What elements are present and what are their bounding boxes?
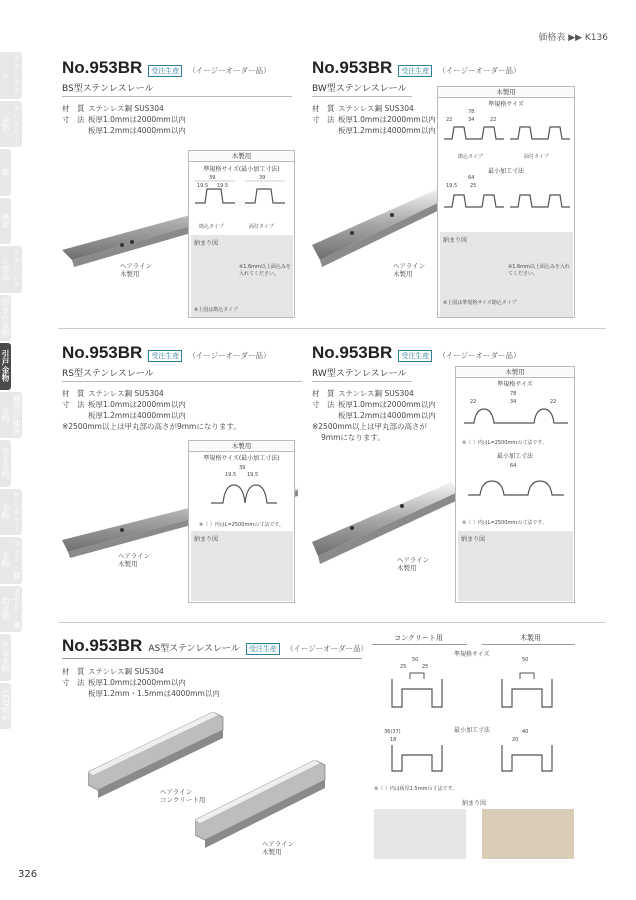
material-value: ステンレス鋼 SUS304 [88,389,164,398]
rail-label: ヘアライン 木製用 [120,262,153,278]
side-tab-shelf-bracket[interactable]: 棚受け補強金物 [0,392,22,439]
side-tab-handrail[interactable]: 手すり・補助金物 [0,586,22,633]
wood-column-head: 木製用 [520,634,541,642]
side-tab-lavatory[interactable]: ラバトリー金物 [0,101,22,148]
easy-order-note: （イージーオーダー品） [438,351,521,360]
diagram-title: 準規格サイズ(最小加工寸法) [203,166,280,173]
dim-39b: 39 [259,175,266,181]
side-tab-nav [0,52,22,731]
kaku-type-label: 勘込タイプ [458,154,483,160]
height-note: ※2500mm以上は甲丸部の高さが9mmになります。 [62,422,241,431]
dim-34: 34 [468,117,475,123]
product-number: No.953BR [312,58,393,77]
side-tab-door-system[interactable]: ドアシステム [0,52,22,99]
product-name: BS型ステンレスレール [62,81,292,97]
dim-195b: 19.5 [247,472,259,478]
product-number: No.953BR [62,343,143,362]
dim-18: 18 [390,737,397,743]
diagram-head: 木製用 [456,367,574,378]
product-name: BW型ステンレスレール [312,81,412,97]
rw-note: ※（ ）内はL=2500mmの寸法です。 [462,520,547,526]
dim-50: 50 [522,657,529,663]
dim-40: 40 [522,729,529,735]
material-label: 材 質 [312,104,335,113]
size-value: 板厚1.2mmは4000mm以内 [88,411,186,420]
diagram-box-rs [188,440,295,603]
product-as [62,636,372,699]
dim-20: 20 [512,737,519,743]
rail-label: ヘアライン 木製用 [393,262,426,278]
product-name: RW型ステンレスレール [312,366,412,382]
dim-39: 39 [209,175,216,181]
side-tab-door-handle[interactable]: ドアハンドル部品 [0,246,22,293]
menzuke-type-label: 面付タイプ [249,224,274,230]
product-name: RS型ステンレスレール [62,366,302,382]
dim-22: 22 [446,117,453,123]
material-label: 材 質 [312,389,335,398]
standard-size-label: 準規格サイズ [454,651,490,658]
as-note: ※（ ）内は板厚1.5mmの寸法です。 [374,786,458,792]
dim-25b: 25 [422,664,429,670]
material-value: ステンレス鋼 SUS304 [338,104,414,113]
as-min-profile-wood [492,733,562,783]
dim-25: 25 [400,664,407,670]
diagram-box-bw [437,86,575,318]
height-note: 9mmになります。 [321,433,385,442]
spec-list [62,388,302,432]
diagram-title: 準規格サイズ [497,381,533,388]
dim-195b: 19.5 [217,183,229,189]
rs-note: ※（ ）内はL=2500mmの寸法です。 [199,522,284,528]
dim-195: 19.5 [446,183,458,189]
install-panel-wood [482,809,574,859]
dim-22: 22 [470,399,477,405]
install-title: 納まり図 [462,800,487,807]
side-tab-exterior[interactable]: 外装金物 [0,634,11,681]
profile-diagram [442,109,572,159]
diagram-title: 準規格サイズ(最小加工寸法) [203,455,280,462]
rail-label: ヘアライン 木製用 [118,552,151,568]
product-name: AS型ステンレスレール [148,644,240,654]
as-profile-concrete [382,659,452,719]
side-tab-sanitary[interactable]: サニタリー金物 [0,489,22,536]
product-number: No.953BR [62,58,143,77]
height-note: ※2500mm以上は甲丸部の高さが [312,422,427,431]
rail-image-bw [312,185,452,275]
size-label: 寸 法 [62,678,85,687]
material-label: 材 質 [62,667,85,676]
dim-50: 50 [412,657,419,663]
min-size-label: 最小加工寸法 [454,727,491,734]
diagram-title: 準規格サイズ [488,101,524,108]
easy-order-note: （イージーオーダー品） [188,66,271,75]
dim-195: 19.5 [225,472,237,478]
size-value: 板厚1.2mm・1.5mmは4000mm以内 [88,689,220,698]
side-tab-led[interactable]: LED照明 [0,683,11,730]
side-tab-sliding-door[interactable]: 引戸金物 [0,343,11,390]
kaku-type-label: 勘込タイプ [199,224,224,230]
size-value: 板厚1.2mmは4000mm以内 [338,411,436,420]
size-value: 板厚1.0mmは2000mm以内 [338,115,436,124]
install-title: 納まり図 [443,237,468,244]
rail-label: ヘアライン 木製用 [397,556,430,572]
size-value: 板厚1.0mmは2000mm以内 [88,115,186,124]
dim-22b: 22 [490,117,497,123]
rail-image-rw [312,480,462,570]
profile-diagram [193,175,293,215]
easy-order-note: （イージーオーダー品） [438,66,521,75]
column-rule [482,644,575,645]
install-note: ※上図は勘込タイプ [194,307,238,313]
spec-list [62,103,292,136]
material-label: 材 質 [62,389,85,398]
install-note: ※1.6mm以上面込みを入れてください。 [508,264,570,277]
diagram-head: 木製用 [189,151,294,162]
page-number: 326 [18,869,38,880]
diagram-title: 最小加工寸法 [487,168,524,175]
menzuke-type-label: 面付タイプ [524,154,549,160]
install-panel-concrete [374,809,466,859]
rail-image-as-wood [195,760,330,850]
easy-order-note: （イージーオーダー品） [188,351,271,360]
product-number: No.953BR [62,636,143,655]
rail-label-wood: ヘアライン 木製用 [262,840,295,856]
size-label: 寸 法 [312,400,335,409]
profile-diagram [209,465,279,515]
profile-diagram-min [442,177,572,227]
size-value: 板厚1.0mmは2000mm以内 [338,400,436,409]
material-value: ステンレス鋼 SUS304 [88,104,164,113]
dim-78: 78 [510,391,517,397]
side-tab-safety[interactable]: 安全金物 [0,440,11,487]
made-to-order-badge: 受注生産 [148,350,182,362]
made-to-order-badge: 受注生産 [148,65,182,77]
section-divider [58,328,606,329]
dim-22b: 22 [550,399,557,405]
side-tab-lock[interactable]: 錠 [0,149,11,196]
concrete-column-head: コンクリート用 [394,634,443,642]
install-title: 納まり図 [461,536,486,543]
dim-25: 25 [470,183,477,189]
material-label: 材 質 [62,104,85,113]
material-value: ステンレス鋼 SUS304 [338,389,414,398]
dim-36: 36(37) [384,729,401,735]
dim-39: 39 [239,465,246,471]
made-to-order-badge: 受注生産 [398,350,432,362]
dim-64: 64 [468,175,475,181]
profile-diagram-min [466,465,566,505]
side-tab-structure[interactable]: 構造 [0,198,11,245]
rail-label-concrete: ヘアライン コンクリート用 [160,788,206,804]
size-value: 板厚1.0mmは2000mm以内 [88,400,186,409]
diagram-box-bs [188,150,295,318]
size-label: 寸 法 [312,115,335,124]
dim-78: 78 [468,109,475,115]
diagram-box-rw [455,366,575,603]
product-rs [62,343,302,432]
diagram-head: 木製用 [189,441,294,452]
section-divider [58,622,606,623]
product-number: No.953BR [312,343,393,362]
made-to-order-badge: 受注生産 [246,643,280,655]
product-bs [62,58,292,136]
as-profile-wood [492,659,562,719]
size-label: 寸 法 [62,400,85,409]
size-value: 板厚1.2mmは4000mm以内 [88,126,186,135]
size-value: 板厚1.0mmは2000mm以内 [88,678,186,687]
price-reference[interactable]: 価格表 ▶▶ K136 [538,33,608,43]
dim-195: 19.5 [197,183,209,189]
easy-order-note: （イージーオーダー品） [285,644,369,653]
made-to-order-badge: 受注生産 [398,65,432,77]
install-note: ※上図は準規格サイズ勘込タイプ [443,300,517,306]
dim-64: 64 [510,463,517,469]
diagram-title: 最小加工寸法 [496,453,533,460]
diagram-head: 木製用 [438,87,574,98]
dim-34: 34 [510,399,517,405]
size-value: 板厚1.2mmは4000mm以内 [338,126,436,135]
install-note: ※1.6mm以上面込みを入れてください。 [239,264,291,277]
column-rule [372,644,467,645]
rw-note: ※（ ）内はL=2500mmの寸法です。 [462,440,547,446]
spec-list [62,666,372,699]
diagram-box-as [372,633,575,863]
material-value: ステンレス鋼 SUS304 [88,667,164,676]
side-tab-hook-shelf[interactable]: フック・棚金物 [0,537,22,584]
name-underline [62,658,362,659]
install-title: 納まり図 [194,240,219,247]
install-title: 納まり図 [194,536,219,543]
size-label: 寸 法 [62,115,85,124]
side-tab-hinged-door[interactable]: 開き戸金物 [0,295,11,342]
